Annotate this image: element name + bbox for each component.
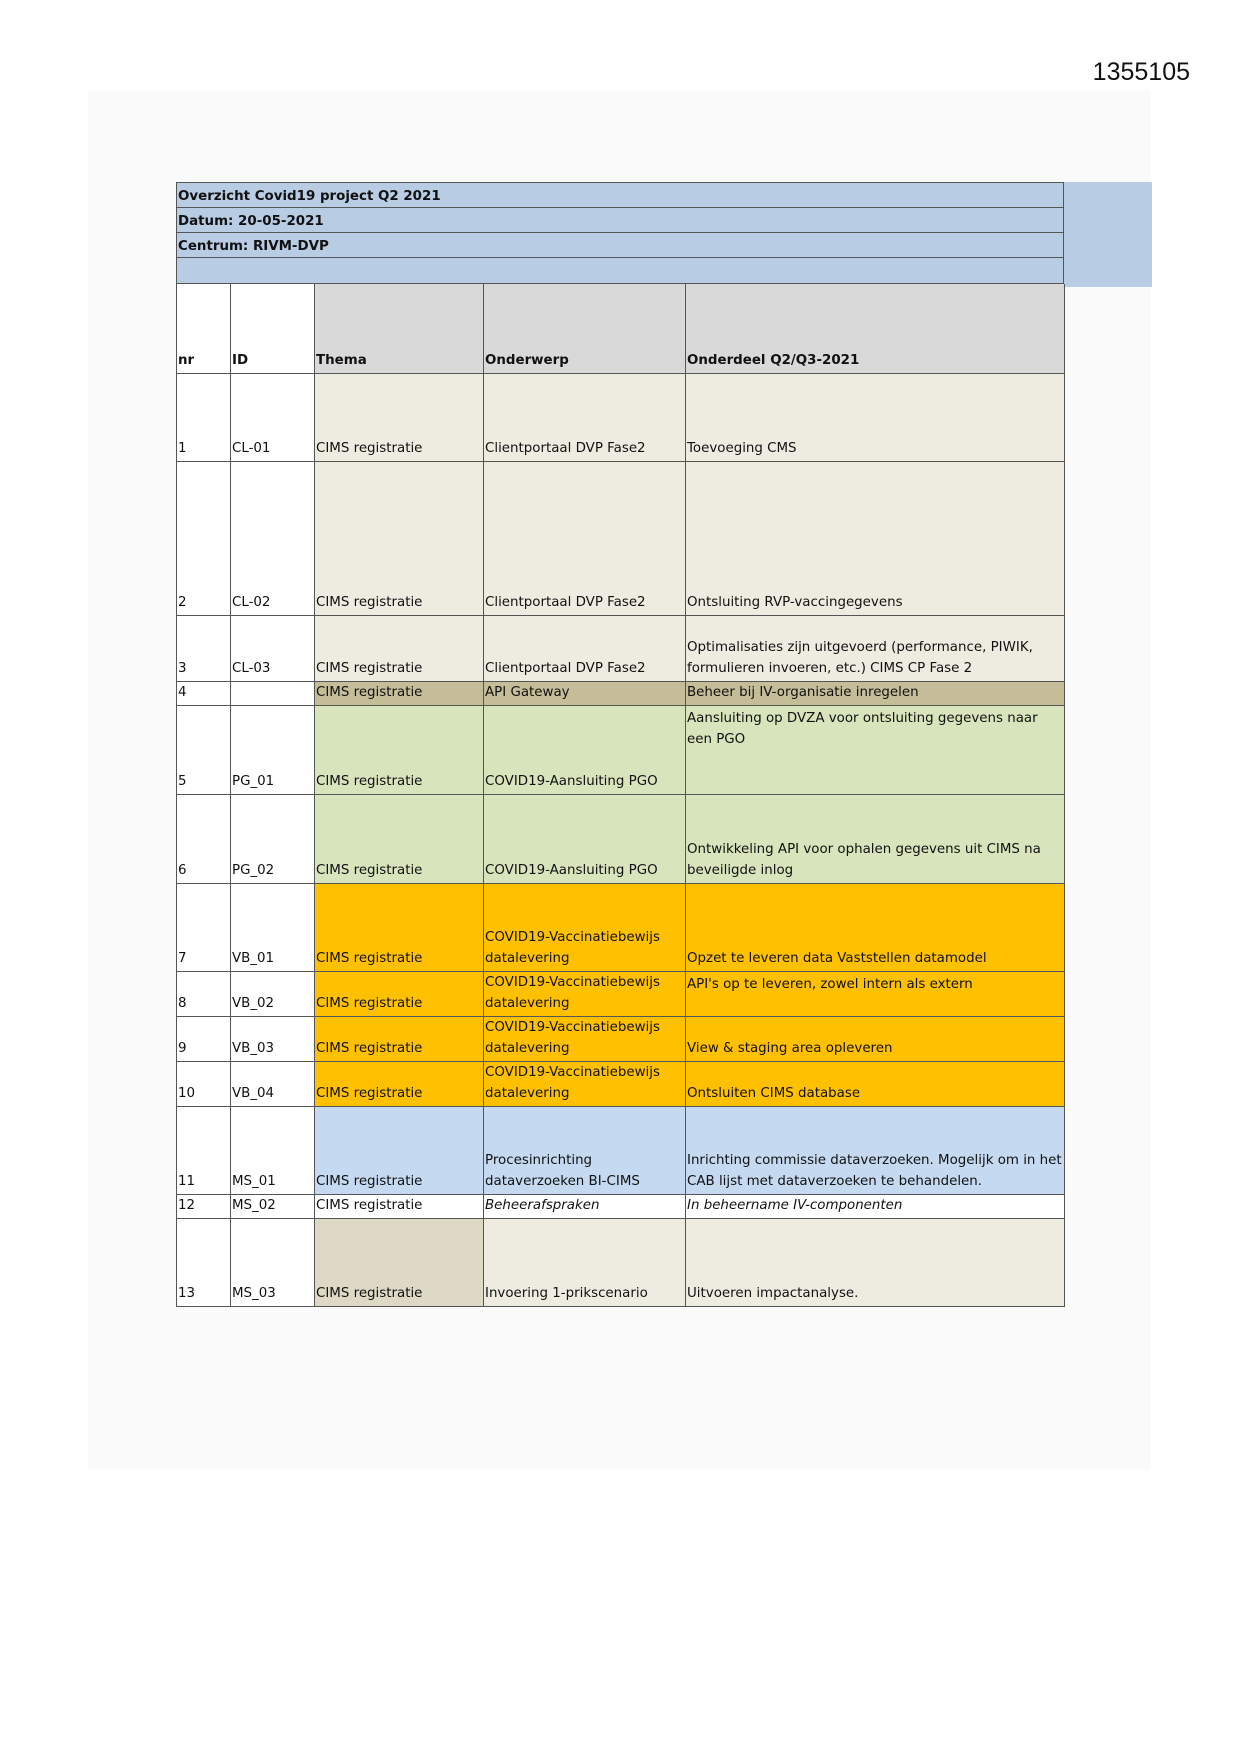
cell-onderdeel: Optimalisaties zijn uitgevoerd (performance, PIWIK, formulieren invoeren, etc.) CIMS CP Fase 2 (686, 615, 1065, 681)
cell-nr: 8 (177, 971, 231, 1016)
cell-id: CL-01 (231, 373, 315, 461)
cell-onderdeel: Uitvoeren impactanalyse. (686, 1218, 1065, 1306)
cell-id: MS_03 (231, 1218, 315, 1306)
cell-onderdeel: View & staging area opleveren (686, 1016, 1065, 1061)
table-row (177, 615, 1065, 681)
sheet-blank-row (176, 257, 1064, 284)
cell-id: CL-02 (231, 461, 315, 615)
cell-onderwerp: Clientportaal DVP Fase2 (484, 373, 686, 461)
cell-nr: 12 (177, 1194, 231, 1218)
cell-id: PG_01 (231, 705, 315, 794)
cell-onderdeel: Inrichting commissie dataverzoeken. Mogelijk om in het CAB lijst met dataverzoeken te behandelen. (686, 1106, 1065, 1194)
cell-onderdeel: In beheername IV-componenten (686, 1194, 1065, 1218)
table-row (177, 373, 1065, 461)
cell-onderdeel: API's op te leveren, zowel intern als extern (686, 971, 1065, 1016)
column-header-thema: Thema (315, 284, 484, 373)
sheet-title: Overzicht Covid19 project Q2 2021 (176, 182, 1064, 207)
cell-thema: CIMS registratie (315, 615, 484, 681)
cell-thema: CIMS registratie (315, 883, 484, 971)
table-row (177, 971, 1065, 1016)
cell-nr: 3 (177, 615, 231, 681)
cell-onderwerp: Clientportaal DVP Fase2 (484, 461, 686, 615)
cell-onderwerp: COVID19-Aansluiting PGO (484, 705, 686, 794)
column-header-id: ID (231, 284, 315, 373)
cell-thema: CIMS registratie (315, 1194, 484, 1218)
header-side-band (1063, 182, 1152, 287)
table-row (177, 1016, 1065, 1061)
cell-thema: CIMS registratie (315, 1218, 484, 1306)
table-row (177, 883, 1065, 971)
cell-onderdeel: Ontsluiten CIMS database (686, 1061, 1065, 1106)
cell-thema: CIMS registratie (315, 971, 484, 1016)
cell-thema: CIMS registratie (315, 373, 484, 461)
cell-onderwerp: COVID19-Vaccinatiebewijs datalevering (484, 1061, 686, 1106)
table-row (177, 1218, 1065, 1306)
document-number: 1355105 (1092, 58, 1190, 86)
cell-id: MS_01 (231, 1106, 315, 1194)
cell-nr: 13 (177, 1218, 231, 1306)
column-header-nr: nr (177, 284, 231, 373)
cell-onderdeel: Ontsluiting RVP-vaccingegevens (686, 461, 1065, 615)
cell-nr: 6 (177, 794, 231, 883)
sheet-date: Datum: 20-05-2021 (176, 207, 1064, 232)
cell-onderwerp: COVID19-Vaccinatiebewijs datalevering (484, 883, 686, 971)
cell-onderdeel: Toevoeging CMS (686, 373, 1065, 461)
cell-nr: 9 (177, 1016, 231, 1061)
cell-onderwerp: API Gateway (484, 681, 686, 705)
cell-nr: 1 (177, 373, 231, 461)
cell-thema: CIMS registratie (315, 794, 484, 883)
cell-nr: 7 (177, 883, 231, 971)
cell-onderdeel: Beheer bij IV-organisatie inregelen (686, 681, 1065, 705)
table-row (177, 705, 1065, 794)
sheet-center: Centrum: RIVM-DVP (176, 232, 1064, 257)
table-row (177, 794, 1065, 883)
table-row (177, 1106, 1065, 1194)
cell-onderwerp: Clientportaal DVP Fase2 (484, 615, 686, 681)
cell-onderdeel: Ontwikkeling API voor ophalen gegevens uit CIMS na beveiligde inlog (686, 794, 1065, 883)
spreadsheet (176, 182, 1064, 1307)
overview-table (176, 284, 1065, 1307)
cell-id: MS_02 (231, 1194, 315, 1218)
cell-onderwerp: Procesinrichting dataverzoeken BI-CIMS (484, 1106, 686, 1194)
cell-onderwerp: COVID19-Vaccinatiebewijs datalevering (484, 1016, 686, 1061)
table-row (177, 681, 1065, 705)
cell-onderwerp: COVID19-Aansluiting PGO (484, 794, 686, 883)
cell-onderwerp: COVID19-Vaccinatiebewijs datalevering (484, 971, 686, 1016)
table-header-row (177, 284, 1065, 373)
cell-id: VB_01 (231, 883, 315, 971)
cell-id: VB_03 (231, 1016, 315, 1061)
cell-id: CL-03 (231, 615, 315, 681)
cell-onderdeel: Opzet te leveren data Vaststellen datamodel (686, 883, 1065, 971)
cell-nr: 10 (177, 1061, 231, 1106)
cell-id (231, 681, 315, 705)
cell-thema: CIMS registratie (315, 1016, 484, 1061)
table-row (177, 1194, 1065, 1218)
cell-thema: CIMS registratie (315, 1061, 484, 1106)
cell-thema: CIMS registratie (315, 1106, 484, 1194)
table-row (177, 461, 1065, 615)
cell-thema: CIMS registratie (315, 681, 484, 705)
cell-id: VB_04 (231, 1061, 315, 1106)
cell-nr: 11 (177, 1106, 231, 1194)
cell-onderdeel: Aansluiting op DVZA voor ontsluiting gegevens naar een PGO (686, 705, 1065, 794)
cell-thema: CIMS registratie (315, 705, 484, 794)
table-row (177, 1061, 1065, 1106)
cell-id: PG_02 (231, 794, 315, 883)
cell-nr: 5 (177, 705, 231, 794)
cell-thema: CIMS registratie (315, 461, 484, 615)
cell-onderwerp: Beheerafspraken (484, 1194, 686, 1218)
column-header-onderwerp: Onderwerp (484, 284, 686, 373)
cell-onderwerp: Invoering 1-prikscenario (484, 1218, 686, 1306)
cell-id: VB_02 (231, 971, 315, 1016)
column-header-onderdeel: Onderdeel Q2/Q3-2021 (686, 284, 1065, 373)
cell-nr: 2 (177, 461, 231, 615)
cell-nr: 4 (177, 681, 231, 705)
